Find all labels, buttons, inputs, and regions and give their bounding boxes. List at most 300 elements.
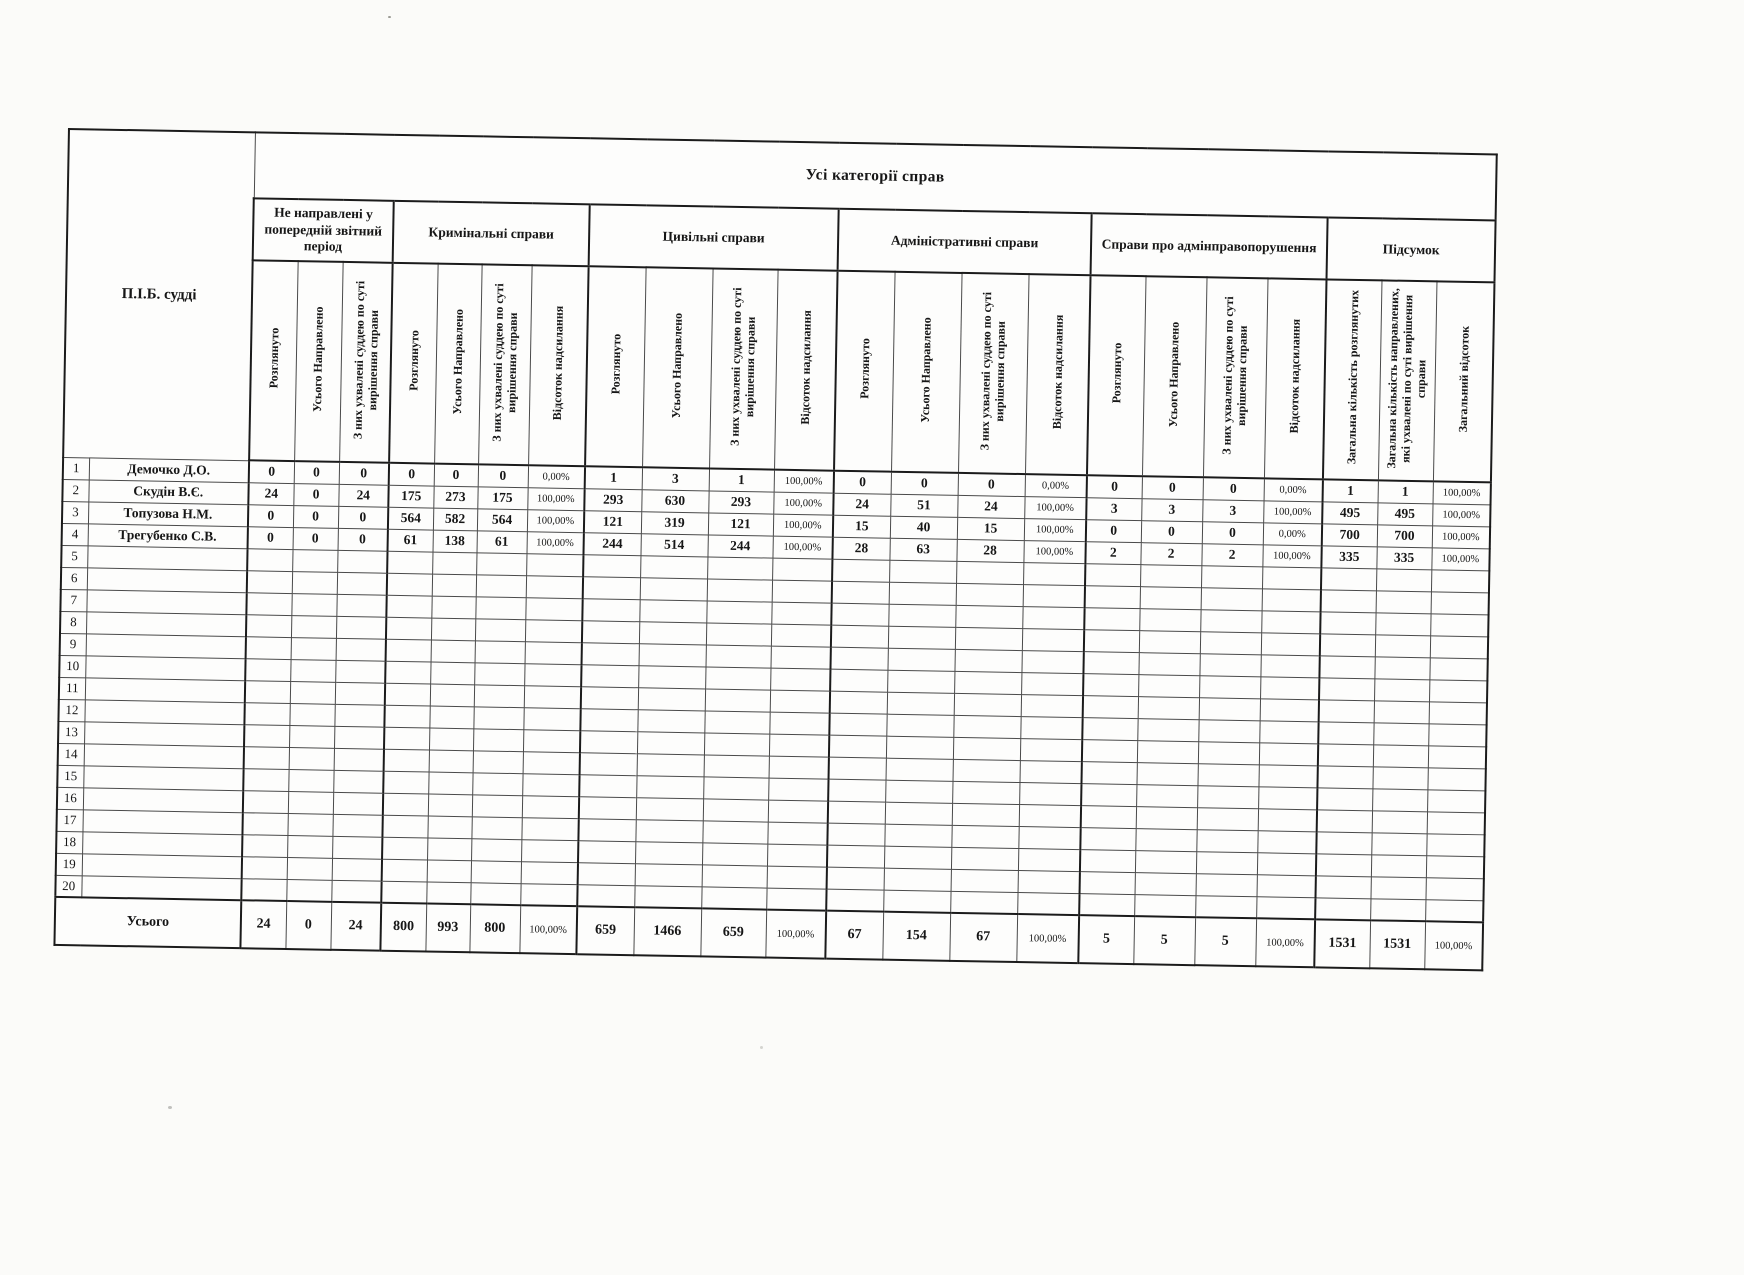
value-cell [1261, 632, 1320, 655]
value-cell [705, 688, 770, 711]
value-cell [432, 552, 476, 575]
column-header-label: Розглянуто [856, 338, 873, 400]
value-cell [476, 552, 526, 575]
column-header [1433, 281, 1495, 482]
judge-name-cell [83, 765, 243, 790]
value-cell: 2 [1085, 541, 1140, 564]
totals-value-cell: 659 [700, 908, 766, 957]
value-cell [885, 802, 952, 825]
value-cell [770, 668, 830, 691]
value-cell [886, 714, 953, 737]
value-cell [634, 885, 701, 908]
value-cell: 0 [1087, 475, 1142, 498]
column-header [709, 268, 778, 469]
column-header-label: З них ухвалені суддею по суті вирішення справи [1219, 295, 1251, 455]
value-cell: 3 [1202, 499, 1263, 522]
value-cell [476, 574, 526, 597]
value-cell [287, 857, 332, 880]
value-cell [953, 715, 1020, 738]
value-cell [1375, 612, 1430, 635]
value-cell [770, 690, 830, 713]
value-cell [826, 889, 883, 912]
value-cell: 138 [433, 530, 477, 553]
value-cell [246, 592, 291, 615]
value-cell [1371, 854, 1426, 877]
column-header-label: З них ухвалені суддею по суті вирішення справи [350, 280, 381, 440]
value-cell [1085, 563, 1140, 586]
value-cell [523, 729, 580, 752]
value-cell [1372, 788, 1427, 811]
value-cell [889, 582, 956, 605]
value-cell [1200, 609, 1261, 632]
value-cell [1135, 850, 1196, 873]
value-cell [1080, 849, 1135, 872]
column-header-label: Усього Направлено [310, 306, 327, 412]
value-cell [706, 600, 771, 623]
value-cell [1197, 785, 1258, 808]
column-header-label: Розглянуто [608, 333, 624, 395]
value-cell: 0 [339, 462, 389, 485]
value-cell [583, 554, 640, 577]
value-cell [1316, 853, 1371, 876]
value-cell [1197, 807, 1258, 830]
group-header: Кримінальні справи [393, 201, 590, 266]
value-cell: 0 [1141, 520, 1202, 543]
judge-name-cell [87, 567, 247, 592]
value-cell [430, 684, 474, 707]
value-cell [1083, 673, 1138, 696]
value-cell [1428, 723, 1487, 746]
row-number: 18 [56, 831, 82, 853]
row-number: 10 [59, 655, 85, 677]
value-cell [1374, 678, 1429, 701]
value-cell [1139, 630, 1200, 653]
value-cell [888, 626, 955, 649]
value-cell [1256, 896, 1315, 919]
value-cell [429, 706, 473, 729]
column-header [642, 267, 713, 468]
value-cell [1430, 613, 1489, 636]
value-cell: 0 [248, 526, 293, 549]
value-cell [884, 846, 951, 869]
value-cell [704, 732, 769, 755]
value-cell [384, 749, 429, 772]
value-cell: 582 [433, 508, 477, 531]
value-cell: 700 [1322, 523, 1377, 546]
totals-value-cell: 5 [1078, 915, 1134, 964]
value-cell: 24 [833, 493, 890, 516]
value-cell: 495 [1322, 501, 1377, 524]
value-cell [1374, 656, 1429, 679]
value-cell [287, 813, 332, 836]
value-cell [387, 551, 432, 574]
row-number: 16 [57, 787, 83, 809]
value-cell [832, 559, 889, 582]
row-number: 1 [63, 457, 89, 479]
value-cell [431, 640, 475, 663]
value-cell [767, 844, 827, 867]
value-cell [288, 791, 333, 814]
column-header-label: Відсоток надсилання [797, 310, 814, 426]
value-cell: 121 [708, 512, 773, 535]
value-cell [473, 750, 523, 773]
totals-value-cell: 5 [1133, 916, 1195, 965]
judge-name-cell [82, 853, 242, 878]
value-cell [287, 835, 332, 858]
value-cell [769, 756, 829, 779]
value-cell [636, 775, 703, 798]
value-cell: 61 [477, 530, 527, 553]
totals-value-cell: 154 [882, 912, 950, 961]
percent-cell: 100,00% [527, 487, 584, 510]
value-cell [432, 574, 476, 597]
value-cell [1321, 589, 1376, 612]
value-cell [830, 669, 887, 692]
judge-name-cell [82, 831, 242, 856]
totals-percent-cell: 100,00% [519, 905, 577, 954]
value-cell [1019, 804, 1081, 827]
percent-cell: 0,00% [1025, 474, 1087, 497]
judge-name-cell [81, 875, 241, 900]
percent-cell: 100,00% [1433, 481, 1492, 504]
value-cell [703, 776, 768, 799]
value-cell [246, 614, 291, 637]
row-number: 3 [62, 501, 88, 523]
value-cell [247, 548, 292, 571]
value-cell [244, 702, 289, 725]
value-cell [827, 823, 884, 846]
value-cell [1259, 742, 1318, 765]
value-cell [1196, 851, 1257, 874]
corner-header: П.І.Б. судді [63, 129, 255, 460]
value-cell [475, 640, 525, 663]
column-header [294, 261, 343, 462]
value-cell [1370, 876, 1425, 899]
column-header [249, 260, 298, 461]
value-cell [1019, 782, 1081, 805]
column-header [1264, 278, 1327, 479]
judges-report-table [53, 128, 1498, 971]
value-cell [579, 774, 636, 797]
value-cell [702, 820, 767, 843]
value-cell [888, 604, 955, 627]
value-cell: 0 [293, 527, 338, 550]
value-cell [771, 624, 831, 647]
value-cell [289, 747, 334, 770]
value-cell [639, 643, 706, 666]
value-cell [1257, 830, 1316, 853]
value-cell [521, 861, 578, 884]
totals-value-cell: 24 [240, 900, 286, 949]
value-cell [525, 597, 582, 620]
value-cell [953, 737, 1020, 760]
value-cell [639, 621, 706, 644]
value-cell [1427, 811, 1486, 834]
value-cell: 1 [709, 468, 774, 491]
value-cell [1021, 650, 1083, 673]
totals-label: Усього [54, 897, 241, 948]
totals-percent-cell: 100,00% [1424, 921, 1483, 970]
value-cell: 1 [585, 466, 642, 489]
column-header [958, 273, 1029, 474]
value-cell: 3 [1141, 498, 1202, 521]
value-cell [1020, 716, 1082, 739]
value-cell: 335 [1376, 546, 1431, 569]
value-cell [335, 660, 385, 683]
value-cell [703, 798, 768, 821]
column-header-label: Розглянуто [266, 327, 282, 389]
value-cell [1021, 672, 1083, 695]
value-cell [956, 583, 1023, 606]
value-cell: 0 [834, 471, 891, 494]
value-cell [702, 842, 767, 865]
column-header [585, 266, 646, 467]
value-cell [704, 754, 769, 777]
value-cell [1321, 567, 1376, 590]
value-cell [582, 598, 639, 621]
value-cell [1137, 740, 1198, 763]
value-cell [1136, 806, 1197, 829]
value-cell [580, 752, 637, 775]
totals-value-cell: 67 [825, 911, 883, 960]
group-header: Цивільні справи [589, 204, 839, 270]
value-cell [829, 713, 886, 736]
group-header: Підсумок [1327, 217, 1496, 282]
value-cell: 0 [1086, 519, 1141, 542]
value-cell: 0 [249, 460, 294, 483]
percent-cell: 100,00% [527, 509, 584, 532]
value-cell [1372, 766, 1427, 789]
percent-cell: 100,00% [773, 492, 833, 515]
value-cell [1427, 789, 1486, 812]
value-cell [769, 734, 829, 757]
value-cell [1374, 700, 1429, 723]
value-cell [1257, 874, 1316, 897]
column-header [528, 265, 589, 466]
value-cell [1020, 760, 1082, 783]
value-cell [887, 670, 954, 693]
value-cell [1080, 827, 1135, 850]
value-cell [637, 753, 704, 776]
value-cell: 293 [584, 488, 641, 511]
value-cell [334, 704, 384, 727]
value-cell [335, 682, 385, 705]
value-cell [382, 837, 427, 860]
value-cell [1317, 787, 1372, 810]
value-cell [525, 641, 582, 664]
totals-value-cell: 0 [285, 901, 331, 950]
value-cell [766, 888, 826, 911]
judge-name-cell [86, 633, 246, 658]
value-cell [638, 687, 705, 710]
value-cell [473, 706, 523, 729]
column-header-label: Відсоток надсилання [1286, 318, 1303, 434]
value-cell [1017, 892, 1079, 915]
value-cell: 175 [477, 486, 527, 509]
value-cell [291, 615, 336, 638]
value-cell [337, 550, 387, 573]
value-cell [1316, 831, 1371, 854]
value-cell [1319, 655, 1374, 678]
value-cell [336, 638, 386, 661]
value-cell [291, 637, 336, 660]
group-header: Справи про адмінправопорушення [1091, 213, 1328, 279]
value-cell [1135, 872, 1196, 895]
value-cell [889, 560, 956, 583]
value-cell [332, 836, 382, 859]
value-cell [768, 778, 828, 801]
value-cell [523, 751, 580, 774]
value-cell [1429, 679, 1488, 702]
value-cell [635, 819, 702, 842]
value-cell [386, 617, 431, 640]
value-cell: 564 [388, 507, 433, 530]
value-cell [1022, 628, 1084, 651]
value-cell [636, 797, 703, 820]
value-cell [1375, 634, 1430, 657]
value-cell [955, 627, 1022, 650]
value-cell [639, 599, 706, 622]
value-cell: 0 [293, 505, 338, 528]
value-cell [385, 661, 430, 684]
value-cell [1140, 564, 1201, 587]
percent-cell: 100,00% [527, 531, 584, 554]
value-cell [1082, 739, 1137, 762]
judge-name-cell [84, 699, 244, 724]
value-cell [242, 812, 287, 835]
percent-cell: 100,00% [774, 470, 834, 493]
value-cell [383, 771, 428, 794]
percent-cell: 100,00% [1024, 496, 1086, 519]
value-cell: 335 [1321, 545, 1376, 568]
totals-value-cell: 993 [425, 904, 470, 953]
value-cell [1319, 677, 1374, 700]
value-cell [521, 817, 578, 840]
value-cell [950, 891, 1017, 914]
percent-cell: 100,00% [1263, 500, 1322, 523]
value-cell: 244 [707, 534, 772, 557]
value-cell [829, 735, 886, 758]
column-header-label: Розглянуто [406, 330, 422, 392]
value-cell: 564 [477, 508, 527, 531]
percent-cell: 0,00% [528, 465, 585, 488]
value-cell [1200, 631, 1261, 654]
value-cell [525, 619, 582, 642]
value-cell [1431, 569, 1490, 592]
judge-name-cell [87, 545, 247, 570]
column-header-label: Загальна кількість розглянутих [1343, 290, 1361, 465]
value-cell [1430, 635, 1489, 658]
column-header-label: З них ухвалені суддею по суті вирішення справи [727, 287, 759, 446]
value-cell [1317, 809, 1372, 832]
group-header: Не направлені у попередній звітний період [253, 198, 394, 262]
value-cell [243, 768, 288, 791]
column-header [339, 262, 393, 463]
value-cell [1084, 607, 1139, 630]
value-cell [331, 880, 381, 903]
column-header-label: Відсоток надсилання [1049, 314, 1066, 430]
value-cell [952, 803, 1019, 826]
value-cell: 244 [583, 532, 640, 555]
value-cell [1134, 894, 1195, 917]
value-cell [242, 834, 287, 857]
value-cell [474, 684, 524, 707]
value-cell [579, 796, 636, 819]
judge-name-cell: Топузова Н.М. [88, 501, 248, 526]
judge-name-cell [82, 809, 242, 834]
value-cell [1318, 721, 1373, 744]
value-cell [1085, 585, 1140, 608]
value-cell [387, 573, 432, 596]
value-cell [772, 558, 832, 581]
value-cell [580, 730, 637, 753]
value-cell: 0 [338, 528, 388, 551]
judge-name-cell [86, 611, 246, 636]
value-cell [1198, 741, 1259, 764]
value-cell [1201, 565, 1262, 588]
value-cell [471, 838, 521, 861]
value-cell [1196, 829, 1257, 852]
value-cell [291, 593, 336, 616]
value-cell [1258, 764, 1317, 787]
value-cell [1083, 651, 1138, 674]
column-header-label: Усього Направлено [1166, 321, 1183, 428]
value-cell [828, 779, 885, 802]
value-cell [1199, 653, 1260, 676]
column-header [891, 272, 962, 473]
value-cell [382, 859, 427, 882]
percent-cell: 100,00% [1023, 540, 1085, 563]
value-cell [1257, 852, 1316, 875]
judge-name-cell: Скудін В.Є. [88, 479, 248, 504]
value-cell [383, 793, 428, 816]
value-cell [384, 727, 429, 750]
value-cell [1021, 694, 1083, 717]
value-cell [1081, 783, 1136, 806]
value-cell [472, 794, 522, 817]
value-cell [1376, 590, 1431, 613]
value-cell [707, 578, 772, 601]
value-cell: 273 [433, 486, 477, 509]
value-cell: 293 [708, 490, 773, 513]
value-cell [829, 757, 886, 780]
value-cell [386, 639, 431, 662]
column-header-label: Усього Направлено [669, 312, 686, 419]
value-cell [1023, 562, 1085, 585]
value-cell [288, 769, 333, 792]
scan-artifact [760, 1046, 763, 1049]
value-cell [1018, 826, 1080, 849]
value-cell [244, 746, 289, 769]
value-cell [640, 555, 707, 578]
scan-artifact [168, 1106, 172, 1109]
value-cell [334, 726, 384, 749]
value-cell [289, 725, 334, 748]
totals-value-cell: 67 [949, 913, 1017, 962]
value-cell [426, 882, 470, 905]
value-cell [1315, 897, 1370, 920]
row-number: 6 [61, 567, 87, 589]
value-cell [635, 841, 702, 864]
column-header [1323, 279, 1382, 480]
group-header: Адміністративні справи [838, 209, 1092, 275]
row-number: 13 [58, 721, 84, 743]
value-cell: 630 [641, 489, 708, 512]
value-cell: 495 [1377, 502, 1432, 525]
value-cell [429, 728, 473, 751]
value-cell [578, 840, 635, 863]
value-cell [580, 708, 637, 731]
